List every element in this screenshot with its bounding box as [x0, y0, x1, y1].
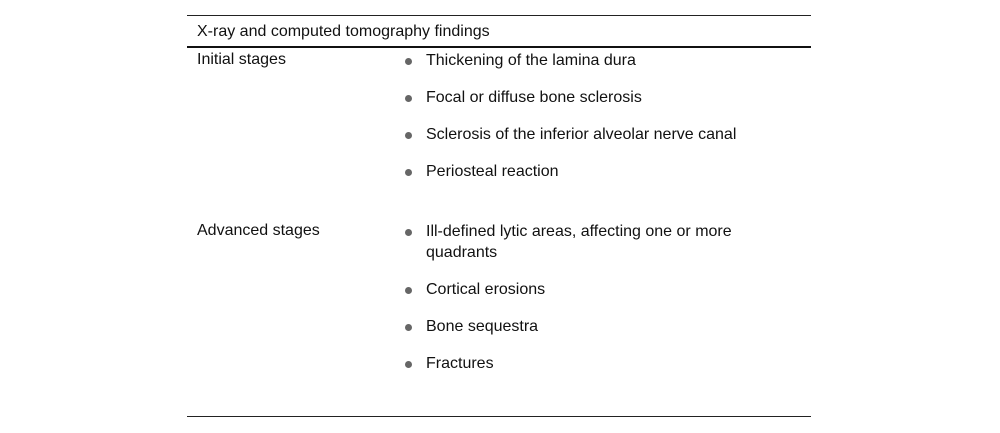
header-rule	[187, 46, 811, 48]
bullet-icon	[405, 169, 412, 176]
bullet-icon	[405, 58, 412, 65]
table-top-rule	[187, 15, 811, 16]
bullet-icon	[405, 287, 412, 294]
list-item: Periosteal reaction	[426, 161, 756, 182]
list-item: Ill-defined lytic areas, affecting one or more quadrants	[426, 221, 756, 263]
bullet-icon	[405, 95, 412, 102]
table-header: X-ray and computed tomography findings	[197, 23, 490, 40]
list-item: Focal or diffuse bone sclerosis	[426, 87, 756, 108]
bullet-icon	[405, 132, 412, 139]
list-item: Bone sequestra	[426, 316, 756, 337]
table-bottom-rule	[187, 416, 811, 417]
row-label-advanced: Advanced stages	[197, 222, 320, 239]
row-label-initial: Initial stages	[197, 51, 286, 68]
list-item: Sclerosis of the inferior alveolar nerve canal	[426, 124, 756, 145]
bullet-icon	[405, 324, 412, 331]
list-item: Cortical erosions	[426, 279, 756, 300]
list-item: Fractures	[426, 353, 756, 374]
bullet-icon	[405, 361, 412, 368]
list-item: Thickening of the lamina dura	[426, 50, 756, 71]
bullet-icon	[405, 229, 412, 236]
